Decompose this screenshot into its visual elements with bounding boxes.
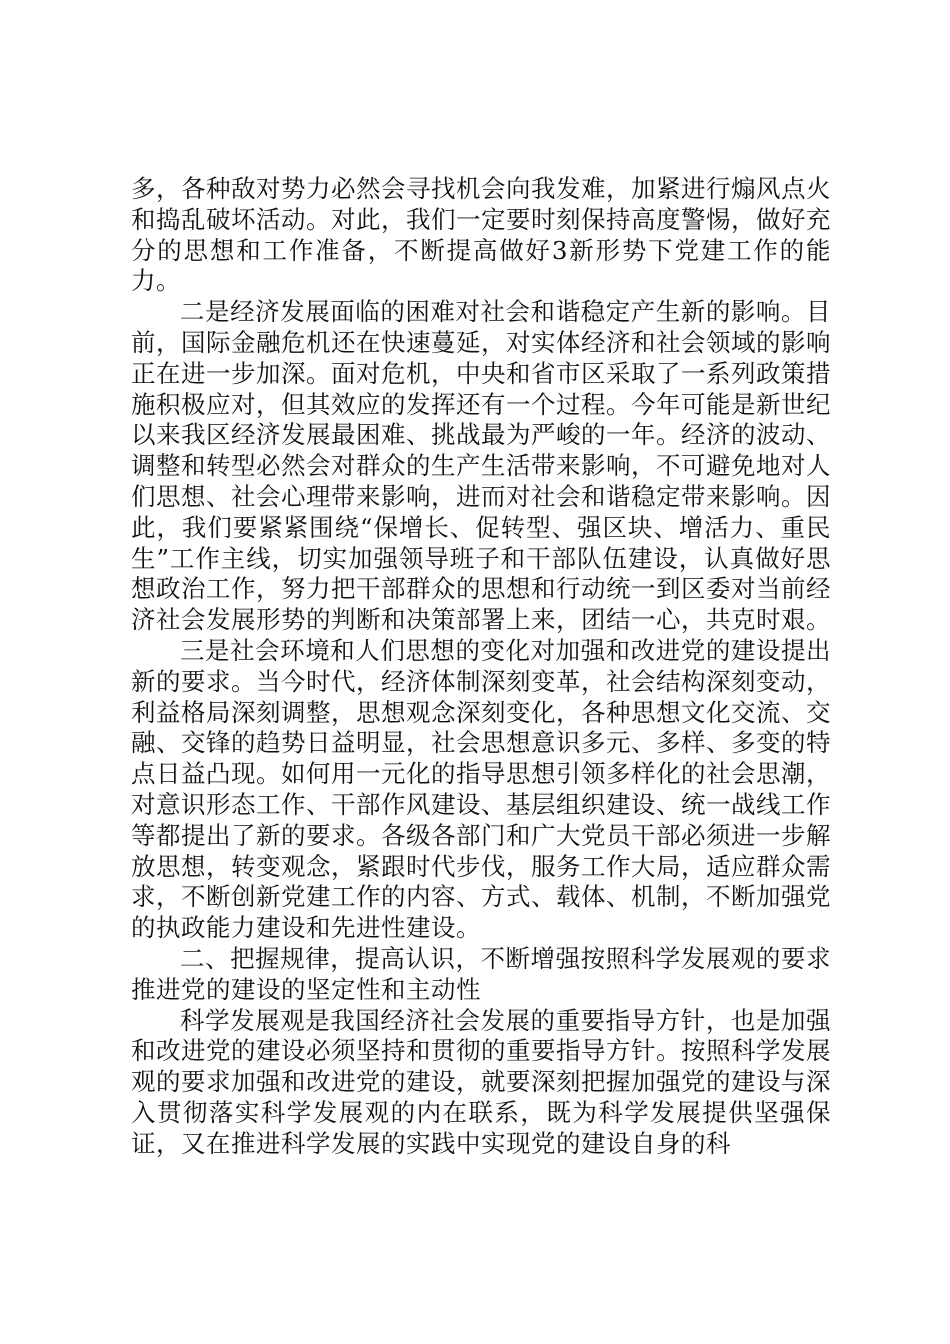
paragraph-continuation: 多，各种敌对势力必然会寻找机会向我发难，加紧进行煽风点火和捣乱破坏活动。对此，我们一定要时刻保持高度警惕，做好充分的思想和工作准备，不断提高做好3新形势下党建工作的能力。 <box>131 174 831 296</box>
section-heading-two: 二、把握规律，提高认识，不断增强按照科学发展观的要求推进党的建设的坚定性和主动性 <box>131 943 831 1004</box>
paragraph-scientific-development: 科学发展观是我国经济社会发展的重要指导方针，也是加强和改进党的建设必须坚持和贯彻的重要指导方针。按照科学发展观的要求加强和改进党的建设，就要深刻把握加强党的建设与深入贯彻落实科学发展观的内在联系，既为科学发展提供坚强保证，又在推进科学发展的实践中实现党的建设自身的科 <box>131 1005 831 1158</box>
document-body <box>131 174 831 1160</box>
paragraph-social-environment: 三是社会环境和人们思想的变化对加强和改进党的建设提出新的要求。当今时代，经济体制深刻变革，社会结构深刻变动，利益格局深刻调整，思想观念深刻变化，各种思想文化交流、交融、交锋的趋势日益明显，社会思想意识多元、多样、多变的特点日益凸现。如何用一元化的指导思想引领多样化的社会思潮，对意识形态工作、干部作风建设、基层组织建设、统一战线工作等都提出了新的要求。各级各部门和广大党员干部必须进一步解放思想，转变观念，紧跟时代步伐，服务工作大局，适应群众需求，不断创新党建工作的内容、方式、载体、机制，不断加强党的执政能力建设和先进性建设。 <box>131 635 831 943</box>
paragraph-economic-difficulties: 二是经济发展面临的困难对社会和谐稳定产生新的影响。目前，国际金融危机还在快速蔓延，对实体经济和社会领域的影响正在进一步加深。面对危机，中央和省市区采取了一系列政策措施积极应对，但其效应的发挥还有一个过程。今年可能是新世纪以来我区经济发展最困难、挑战最为严峻的一年。经济的波动、调整和转型必然会对群众的生产生活带来影响，不可避免地对人们思想、社会心理带来影响，进而对社会和谐稳定带来影响。因此，我们要紧紧围绕“保增长、促转型、强区块、增活力、重民生”工作主线，切实加强领导班子和干部队伍建设，认真做好思想政治工作，努力把干部群众的思想和行动统一到区委对当前经济社会发展形势的判断和决策部署上来，团结一心，共克时艰。 <box>131 297 831 635</box>
